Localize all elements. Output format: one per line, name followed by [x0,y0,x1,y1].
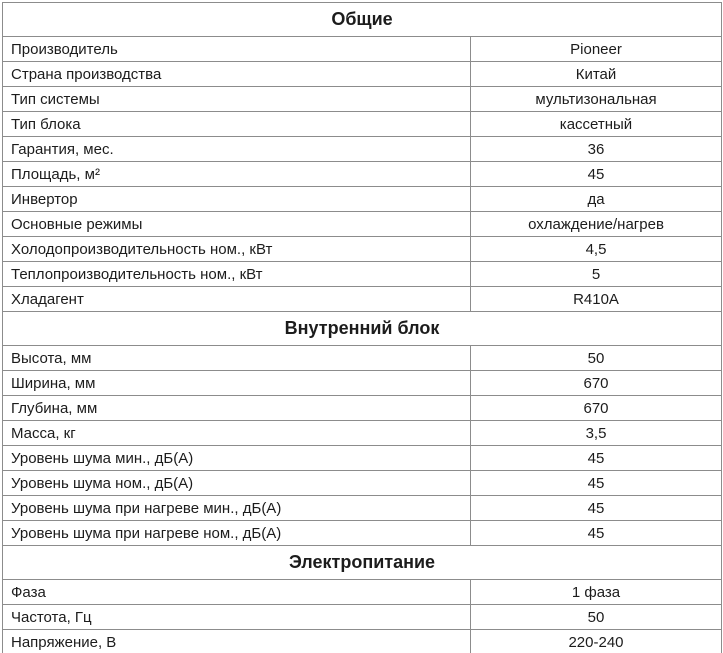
spec-label: Тип блока [3,112,471,137]
table-row [3,446,722,471]
table-row [3,396,722,421]
spec-value: 36 [471,137,722,162]
section-title: Общие [3,3,722,37]
table-row [3,371,722,396]
spec-value: 45 [471,521,722,546]
spec-label: Страна производства [3,62,471,87]
spec-value: 670 [471,371,722,396]
section-title: Внутренний блок [3,312,722,346]
spec-value: R410A [471,287,722,312]
section-header-row [3,546,722,580]
table-row [3,262,722,287]
spec-value: 5 [471,262,722,287]
section-title: Электропитание [3,546,722,580]
spec-value: 670 [471,396,722,421]
spec-table [2,2,722,653]
table-row [3,62,722,87]
spec-label: Напряжение, В [3,630,471,653]
spec-table-body [3,3,722,653]
spec-value: 220-240 [471,630,722,653]
section-header-row [3,3,722,37]
spec-label: Гарантия, мес. [3,137,471,162]
spec-value: охлаждение/нагрев [471,212,722,237]
table-row [3,87,722,112]
table-row [3,421,722,446]
spec-label: Инвертор [3,187,471,212]
spec-label: Высота, мм [3,346,471,371]
spec-label: Уровень шума мин., дБ(А) [3,446,471,471]
spec-value: 45 [471,496,722,521]
spec-value: 50 [471,346,722,371]
spec-value: 45 [471,471,722,496]
spec-label: Теплопроизводительность ном., кВт [3,262,471,287]
spec-label: Производитель [3,37,471,62]
spec-value: Pioneer [471,37,722,62]
spec-label: Частота, Гц [3,605,471,630]
spec-value: да [471,187,722,212]
spec-label: Ширина, мм [3,371,471,396]
spec-value: мультизональная [471,87,722,112]
table-row [3,137,722,162]
spec-value: кассетный [471,112,722,137]
spec-label: Масса, кг [3,421,471,446]
table-row [3,237,722,262]
spec-label: Уровень шума при нагреве мин., дБ(А) [3,496,471,521]
table-row [3,187,722,212]
table-row [3,287,722,312]
table-row [3,346,722,371]
table-row [3,162,722,187]
spec-label: Площадь, м² [3,162,471,187]
section-header-row [3,312,722,346]
spec-label: Глубина, мм [3,396,471,421]
spec-value: 3,5 [471,421,722,446]
table-row [3,212,722,237]
table-row [3,496,722,521]
spec-value: 45 [471,162,722,187]
spec-label: Уровень шума при нагреве ном., дБ(А) [3,521,471,546]
spec-value: 4,5 [471,237,722,262]
spec-label: Основные режимы [3,212,471,237]
spec-label: Уровень шума ном., дБ(А) [3,471,471,496]
spec-value: 45 [471,446,722,471]
table-row [3,471,722,496]
spec-value: 1 фаза [471,580,722,605]
spec-label: Хладагент [3,287,471,312]
table-row [3,580,722,605]
table-row [3,37,722,62]
spec-value: Китай [471,62,722,87]
spec-label: Фаза [3,580,471,605]
spec-label: Тип системы [3,87,471,112]
table-row [3,112,722,137]
spec-value: 50 [471,605,722,630]
table-row [3,630,722,653]
table-row [3,605,722,630]
table-row [3,521,722,546]
spec-label: Холодопроизводительность ном., кВт [3,237,471,262]
